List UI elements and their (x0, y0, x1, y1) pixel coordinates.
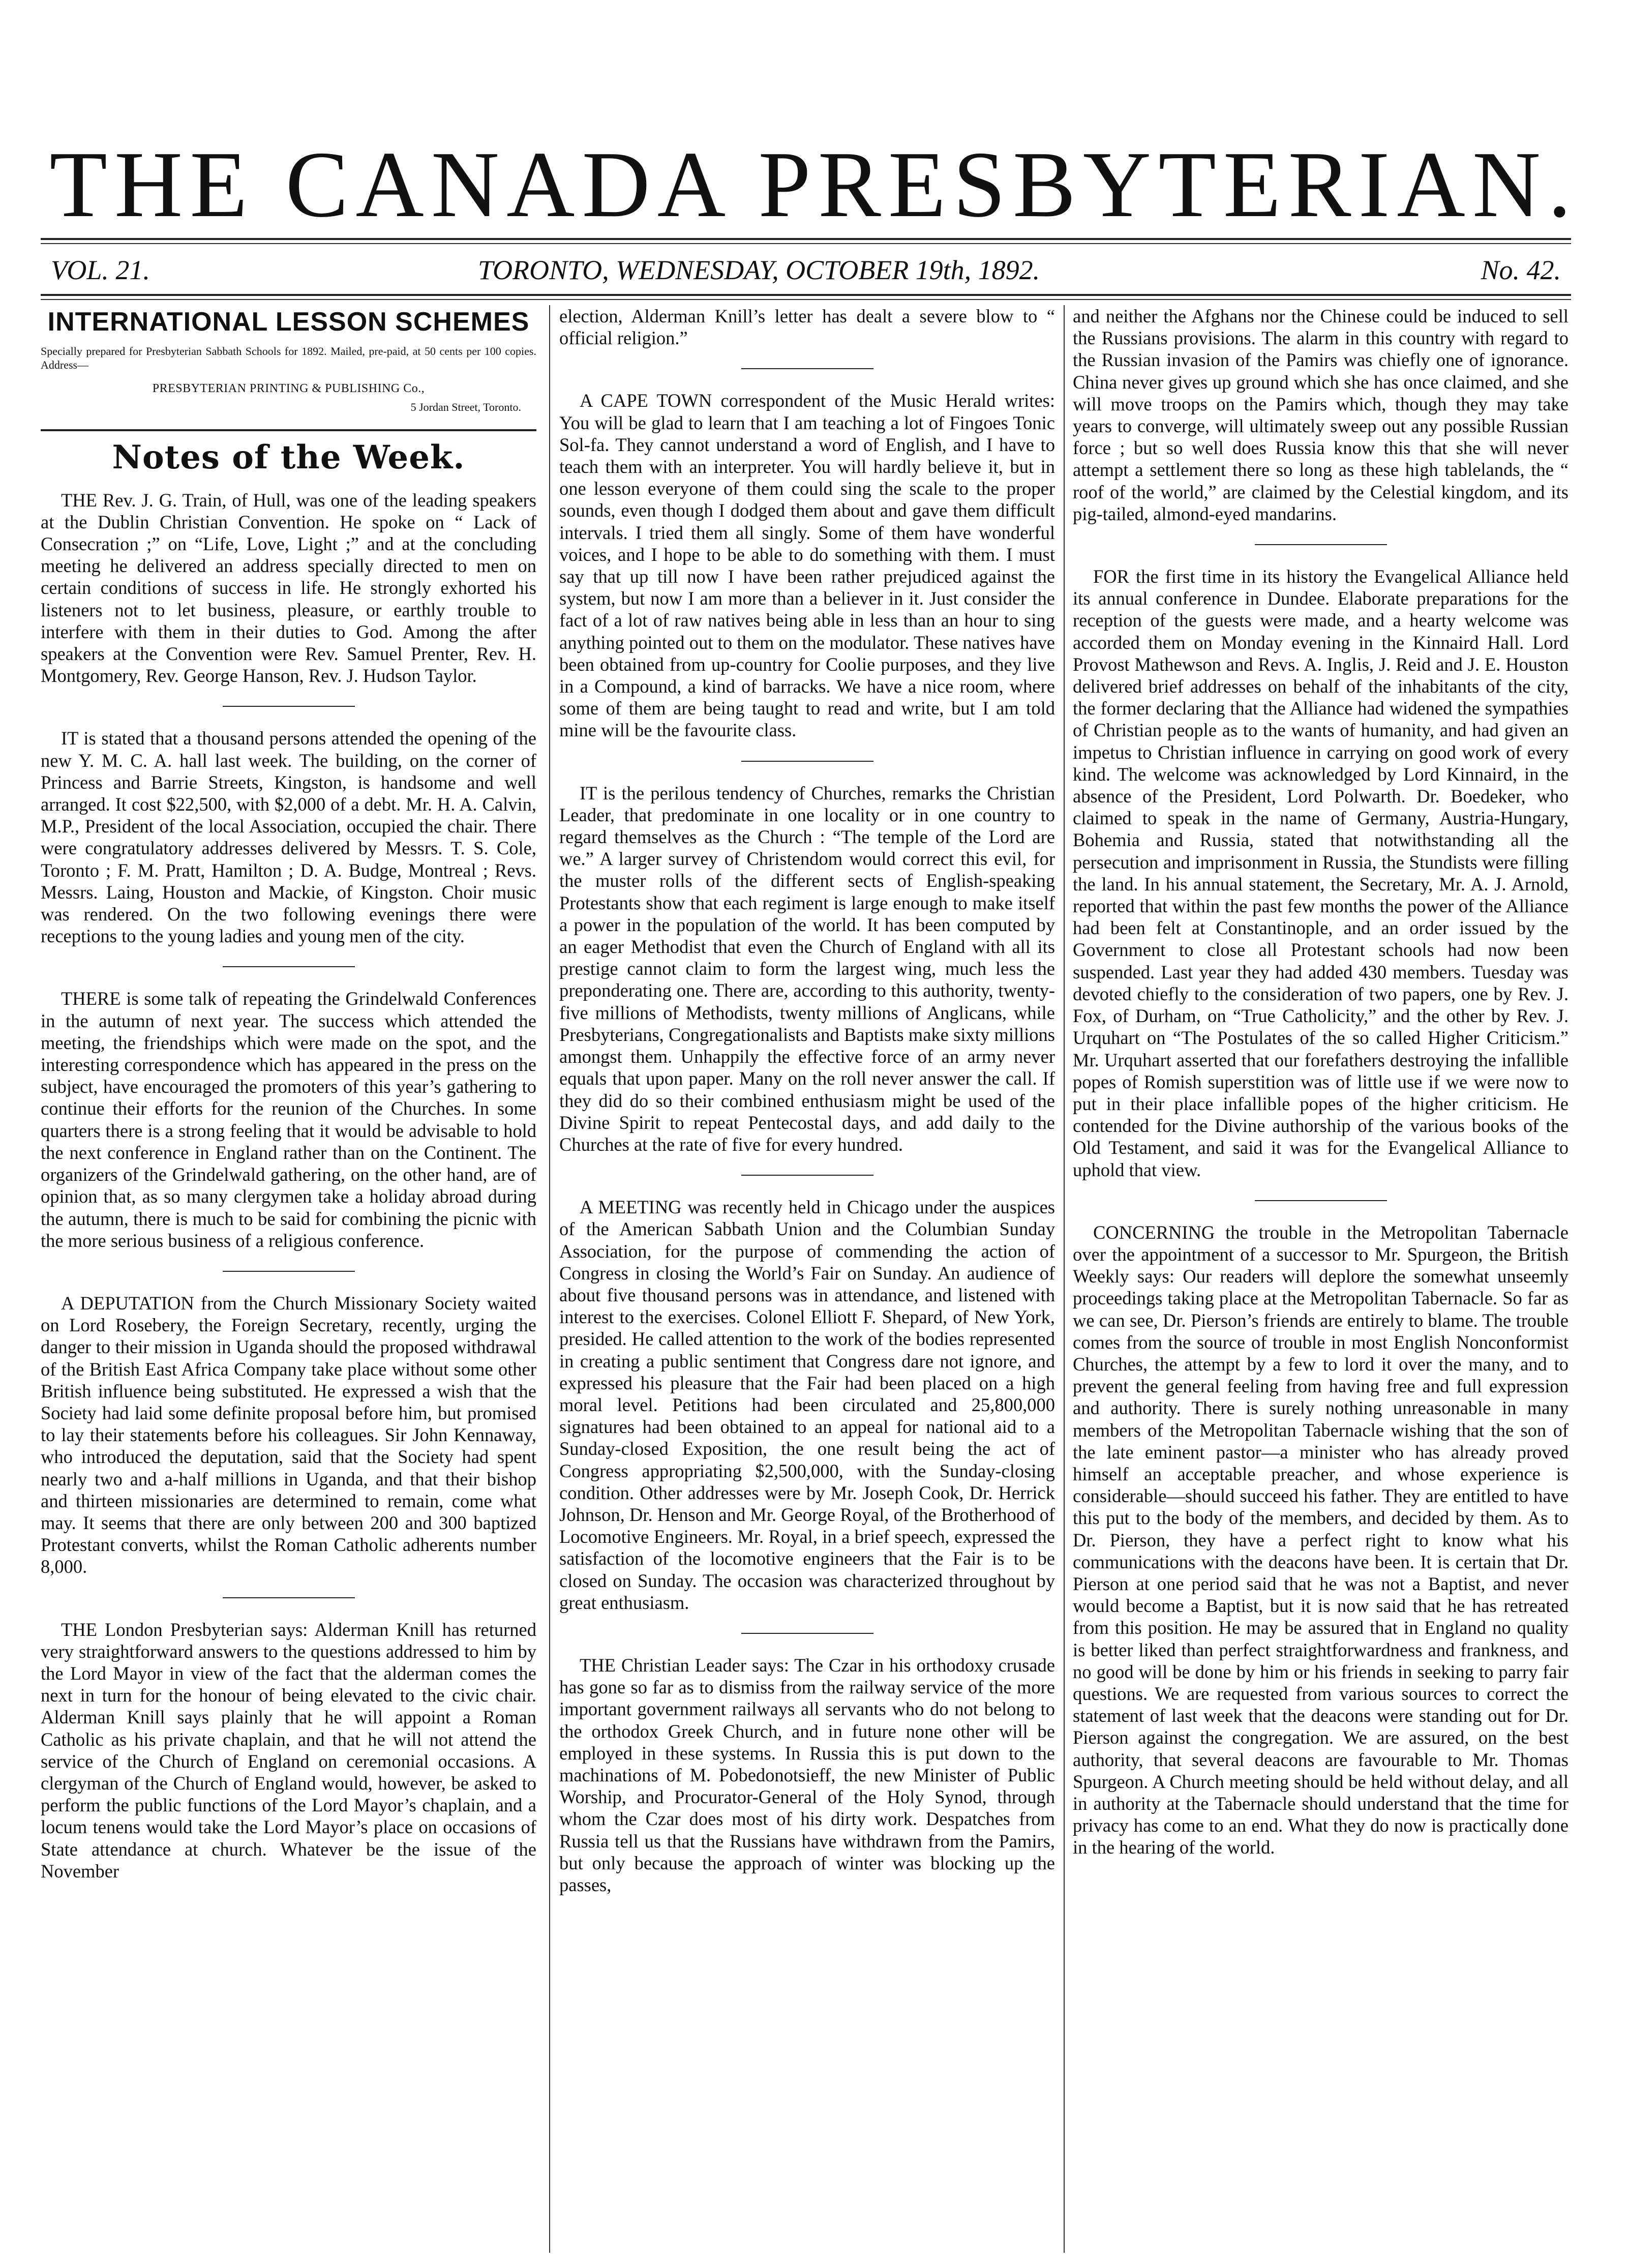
masthead-rule-bottom (41, 243, 1571, 244)
article-separator (223, 706, 355, 707)
column-divider-2 (1064, 305, 1065, 2253)
article-paragraph: THE Rev. J. G. Train, of Hull, was one of the leading speakers at the Dublin Christian Convention. He spoke on “ Lack of Consecration ;” on “Life, Love, Light ;” and at the concluding meeting he delivered an address specially directed to men on certain conditions of success in life. He strongly exhorted his listeners not to let business, pleasure, or earthly trouble to interfere with them in their duties to God. Among the after speakers at the Convention were Rev. Samuel Prenter, Rev. H. Montgomery, Rev. George Hanson, Rev. J. Hudson Taylor. (41, 489, 536, 687)
article-paragraph: A CAPE TOWN correspondent of the Music Herald writes: You will be glad to learn that I am teaching a lot of Fingoes Tonic Sol-fa. They cannot understand a word of English, and I have to teach them with an interpreter. You will hardly believe it, but in one lesson everyone of them could sing the scale to the proper sounds, even though I dodged them about and gave them difficult intervals. I tried them all singly. Some of them have wonderful voices, and I hope to be able to do something with them. I must say that up till now I have been rather prejudiced against the system, but now I am more than a believer in it. Just consider the fact of a lot of raw natives being able in less than an hour to sing anything pointed out to them on the modulator. These natives have been obtained from up-country for Coolie purposes, and they live in a Compound, a kind of barracks. We have a nice room, where some of them are being taught to read and write, but I am told mine will be the favourite class. (559, 390, 1055, 741)
issue-number: No. 42. (1481, 255, 1561, 285)
article-separator (741, 1175, 873, 1176)
article-paragraph: IT is stated that a thousand persons attended the opening of the new Y. M. C. A. hall last week. The building, on the corner of Princess and Barrie Streets, Kingston, is handsome and well arranged. It cost $22,500, with $2,000 of a debt. Mr. H. A. Calvin, M.P., President of the local Association, occupied the chair. There were congratulatory addresses delivered by Messrs. T. S. Cole, Toronto ; F. M. Pratt, Hamilton ; D. A. Budge, Montreal ; Revs. Messrs. Laing, Houston and Mackie, of Kingston. Choir music was rendered. On the two following evenings there were receptions to the young ladies and young men of the city. (41, 728, 536, 947)
article-separator (223, 1271, 355, 1272)
column-divider-1 (549, 305, 550, 2253)
column-3 (1073, 305, 1569, 1864)
column-2 (559, 305, 1055, 1901)
article-paragraph: and neither the Afghans nor the Chinese could be induced to sell the Russians provisions. The alarm in this country with regard to the Russian invasion of the Pamirs was chiefly one of ignorance. China never gives up ground which she has once claimed, and she will move troops on the Pamirs which, though they may take years to converge, will ultimately sweep out any possible Russian force ; but so well does Russia know this that she will never attempt a settlement there so long as these high tablelands, the “ roof of the world,” are claimed by the Celestial kingdom, and its pig-tailed, almond-eyed mandarins. (1073, 306, 1569, 524)
masthead-rule-top (41, 238, 1571, 240)
publisher-name: PRESBYTERIAN PRINTING & PUBLISHING Co., (152, 382, 425, 396)
article-paragraph: THERE is some talk of repeating the Grindelwald Conferences in the autumn of next year. The success which attended the meeting, the friendships which were made on the spot, and the interesting correspondence which has appeared in the press on the subject, have encouraged the promoters of this year’s gathering to continue their efforts for the reunion of the Churches. In some quarters there is a strong feeling that it would be advisable to hold the next conference in England rather than on the Continent. The organizers of the Grindelwald gathering, on the other hand, are of opinion that, as so many clergymen take a holiday abroad during the autumn, there is much to be said for combining the picnic with the more serious business of a religious conference. (41, 988, 536, 1251)
article-paragraph: FOR the first time in its history the Evangelical Alliance held its annual conference in Dundee. Elaborate preparations for the reception of the guests were made, and a hearty welcome was accorded them on Monday evening in the Kinnaird Hall. Lord Provost Mathewson and Revs. A. Inglis, J. Reid and J. E. Houston delivered brief addresses on behalf of the inhabitants of the city, the former declaring that the Alliance had widened the sympathies of Christian people as to the wants of humanity, and had given an impetus to Christian influence in carrying on good work of every kind. The welcome was acknowledged by Lord Kinnaird, in the absence of the President, Lord Polwarth. Dr. Boedeker, who claimed to speak in the name of Germany, Austria-Hungary, Bohemia and Russia, stated that notwithstanding all the persecution and imprisonment in Russia, the Stundists were filling the land. In his annual statement, the Secretary, Mr. A. J. Arnold, reported that within the past few months the power of the Alliance had been felt at Constantinople, and an order issued by the Government to close all Protestant schools had now been suspended. Last year they had added 430 members. Tuesday was devoted chiefly to the consideration of two papers, one by Rev. J. Fox, of Durham, on “True Catholicity,” and the other by Rev. J. Urquhart on “The Postulates of the so called Higher Criticism.” Mr. Urquhart asserted that our forefathers destroying the infallible popes of Romish superstition was of little use if we were now to put in their place infallible popes of the higher criticism. He contended for the Divine authorship of the various books of the Old Testament, and said it was for the Evangelical Alliance to uphold that view. (1073, 566, 1569, 1180)
article-separator (741, 761, 873, 762)
article-separator (1255, 544, 1387, 545)
article-paragraph: election, Alderman Knill’s letter has dealt a severe blow to “ official religion.” (559, 306, 1055, 349)
article-paragraph: THE London Presbyterian says: Alderman Knill has returned very straightforward answers to the questions addressed to him by the Lord Mayor in view of the fact that the alderman comes the next in turn for the honour of being elevated to the civic chair. Alderman Knill says plainly that he will appoint a Roman Catholic as his private chaplain, and that he will not attend the service of the Church of England on ceremonial occasions. A clergyman of the Church of England would, however, be asked to perform the public functions of the Lord Mayor’s chaplain, and a locum tenens would take the Lord Mayor’s place on occasions of State attendance at church. Whatever be the issue of the November (41, 1619, 536, 1882)
article-paragraph: CONCERNING the trouble in the Metropolitan Tabernacle over the appointment of a successor to Mr. Spurgeon, the British Weekly says: Our readers will deplore the somewhat unseemly proceedings taking place at the Metropolitan Tabernacle. So far as we can see, Dr. Pierson’s friends are entirely to blame. The trouble comes from the source of trouble in most English Nonconformist Churches, the attempt by a few to lord it over the many, and to prevent the general feeling from having free and full expression and authority. There is surely nothing unreasonable in many members of the Metropolitan Tabernacle wishing that the son of the late eminent pastor—a minister who has already proved himself an acceptable preacher, and whose experience is considerable—should succeed his father. They are entitled to have this put to the body of the members, and decided by them. As to Dr. Pierson, they have a perfect right to know what his communications with the deacons have been. It is certain that Dr. Pierson at one period said that he was not a Baptist, and never would become a Baptist, but it is now said that he has retreated from this position. He may be assured that in England no quality is better liked than perfect straightforwardness and frankness, and no good will be done by him or his friends in seeking to parry fair questions. We are requested from various sources to correct the statement of last week that the deacons were standing out for Dr. Pierson against the congregation. We are assured, on the best authority, that several deacons are favourable to Mr. Thomas Spurgeon. A Church meeting should be held without delay, and all in authority at the Tabernacle should understand that the time for privacy has come to an end. What they do now is practically done in the hearing of the world. (1073, 1221, 1569, 1858)
dateline-rule-top (41, 294, 1571, 296)
article-paragraph: THE Christian Leader says: The Czar in his orthodoxy crusade has gone so far as to dismiss from the railway service of the more important government railways all servants who do not belong to the orthodox Greek Church, and in future none other will be employed in these systems. In Russia this is put down to the machinations of M. Pobedonotsieff, the new Minister of Public Worship, and Procurator-General of the Holy Synod, through whom the Czar does most of his dirty work. Despatches from Russia tell us that the Russians have withdrawn from the Pamirs, but only because the approach of winter was blocking up the passes, (559, 1654, 1055, 1895)
notes-of-the-week-heading: Notes of the Week. (112, 438, 465, 477)
article-separator (223, 1597, 355, 1598)
column-1 (41, 305, 536, 1887)
lesson-schemes-notice: Specially prepared for Presbyterian Sabbath Schools for 1892. Mailed, pre-paid, at 50 cents per 100 copies. Address— (41, 345, 536, 372)
article-paragraph: A MEETING was recently held in Chicago under the auspices of the American Sabbath Union and the Columbian Sunday Association, for the purpose of commending the action of Congress in closing the World’s Fair on Sunday. An audience of about five thousand persons was in attendance, and listened with interest to the exercises. Colonel Elliott F. Shepard, of New York, presided. He called attention to the work of the bodies represented in creating a public sentiment that Congress dare not ignore, and expressed his pleasure that the Fair had been placed on a high moral level. Petitions had been circulated and 25,800,000 signatures had been obtained to an appeal for national aid to a Sunday-closed Exposition, the one result being the act of Congress appropriating $2,500,000, with the Sunday-closing condition. Other addresses were by Mr. Joseph Cook, Dr. Herrick Johnson, Dr. Henson and Mr. George Royal, of the Brotherhood of Locomotive Engineers. Mr. Royal, in a brief speech, expressed the satisfaction of the locomotive engineers that the Fair is to be closed on Sunday. The occasion was characterized throughout by great enthusiasm. (559, 1197, 1055, 1613)
publisher-address: 5 Jordan Street, Toronto. (410, 401, 521, 414)
article-separator (741, 368, 873, 369)
article-separator (741, 1633, 873, 1634)
article-separator (1255, 1200, 1387, 1201)
volume-number: VOL. 21. (51, 255, 150, 285)
issue-date: TORONTO, WEDNESDAY, OCTOBER 19th, 1892. (478, 255, 1040, 285)
dateline-rule-bottom (41, 299, 1571, 300)
masthead-title: THE CANADA PRESBYTERIAN. (49, 132, 1579, 237)
section-rule (41, 429, 536, 431)
article-separator (223, 966, 355, 967)
article-paragraph: A DEPUTATION from the Church Missionary Society waited on Lord Rosebery, the Foreign Secretary, recently, urging the danger to their mission in Uganda should the proposed withdrawal of the British East Africa Company take place without some other British influence being substituted. He expressed a wish that the Society had laid some definite proposal before him, but promised to lay their statements before his colleagues. Sir John Kennaway, who introduced the deputation, said that the Society had spent nearly two and a-half millions in Uganda, and that their bishop and thirteen missionaries are determined to remain, come what may. It seems that there are only between 200 and 300 baptized Protestant converts, whilst the Roman Catholic adherents number 8,000. (41, 1292, 536, 1577)
lesson-schemes-heading: INTERNATIONAL LESSON SCHEMES (47, 307, 530, 337)
article-paragraph: IT is the perilous tendency of Churches, remarks the Christian Leader, that predominate in one locality or in one country to regard themselves as the Church : “The temple of the Lord are we.” A larger survey of Christendom would correct this evil, for the muster rolls of the different sects of English-speaking Protestants show that each regiment is large enough to make itself a power in the population of the world. It has been computed by an eager Methodist that even the Church of England with all its prestige cannot claim to form the largest wing, much less the preponderating one. There are, according to this authority, twenty-five millions of Methodists, twenty millions of Anglicans, while Presbyterians, Congregationalists and Baptists make sixty millions amongst them. Unhappily the effective force of an army never equals that upon paper. Many on the roll never answer the call. If they did do so their combined enthusiasm might be used of the Divine Spirit to repeat Pentecostal days, and add daily to the Churches at the rate of five for every hundred. (559, 782, 1055, 1155)
